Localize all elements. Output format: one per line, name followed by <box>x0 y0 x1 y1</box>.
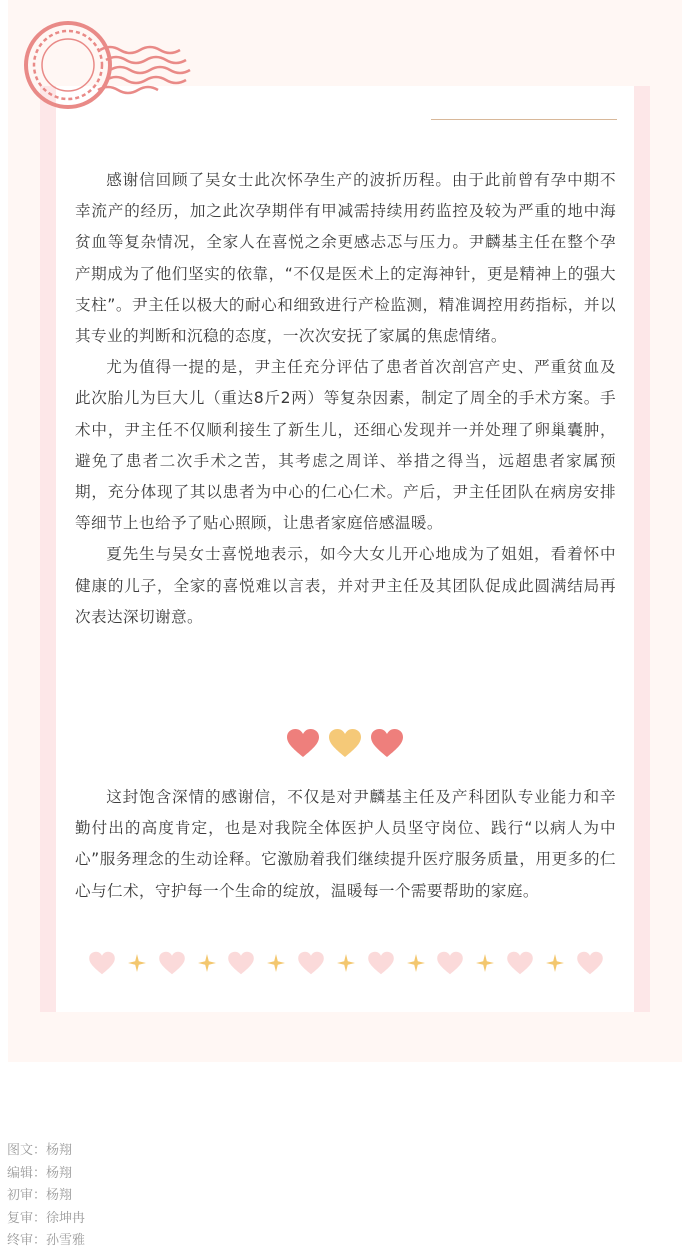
credit-name: 杨翔 <box>46 1188 73 1204</box>
sparkle-icon <box>198 954 216 972</box>
heart-icon <box>370 728 404 758</box>
heart-icon <box>576 951 604 975</box>
credit-name: 孙雪雅 <box>46 1233 86 1249</box>
postmark-stamp-icon <box>22 14 202 124</box>
closing-paragraph: 这封饱含深情的感谢信，不仅是对尹麟基主任及产科团队专业能力和辛勤付出的高度肯定，也是对我院全体医护人员坚守岗位、践行“以病人为中心”服务理念的生动诠释。它激励着我们继续提升医疗服务质量，用更多的仁心与仁术，守护每一个生命的绽放，温暖每一个需要帮助的家庭。 <box>75 788 616 900</box>
heart-icon <box>328 728 362 758</box>
sparkle-icon <box>128 954 146 972</box>
heart-icon <box>297 951 325 975</box>
credit-name: 杨翔 <box>46 1143 73 1158</box>
heart-icon <box>227 951 255 975</box>
sparkle-icon <box>267 954 285 972</box>
credit-role: 初审： <box>7 1188 47 1204</box>
heart-icon <box>88 951 116 975</box>
credits-block <box>7 1140 85 1253</box>
closing-body <box>75 782 616 907</box>
top-divider <box>431 119 617 120</box>
credit-name: 徐坤冉 <box>46 1210 86 1226</box>
decorative-border-row <box>88 948 604 978</box>
sparkle-icon <box>337 954 355 972</box>
hearts-divider <box>0 726 690 760</box>
heart-icon <box>286 728 320 758</box>
letter-paragraph-1: 感谢信回顾了吴女士此次怀孕生产的波折历程。由于此前曾有孕中期不幸流产的经历，加之此次孕期伴有甲减需持续用药监控及较为严重的地中海贫血等复杂情况，全家人在喜悦之余更感忐忑与压力。尹麟基主任在整个孕产期成为了他们坚实的依靠，“不仅是医术上的定海神针，更是精神上的强大支柱”。尹主任以极大的耐心和细致进行产检监测，精准调控用药指标，并以其专业的判断和沉稳的态度，一次次安抚了家属的焦虑情绪。 <box>75 171 616 346</box>
heart-icon <box>158 951 186 975</box>
credit-line-second-review <box>7 1208 85 1231</box>
credit-line-writer <box>7 1140 85 1163</box>
credit-role: 终审： <box>7 1233 47 1249</box>
credit-role: 图文： <box>7 1143 47 1158</box>
heart-icon <box>506 951 534 975</box>
credit-name: 杨翔 <box>46 1165 73 1181</box>
credit-role: 编辑： <box>7 1165 47 1181</box>
sparkle-icon <box>476 954 494 972</box>
sparkle-icon <box>546 954 564 972</box>
letter-paragraph-3: 夏先生与吴女士喜悦地表示，如今大女儿开心地成为了姐姐，看着怀中健康的儿子，全家的喜悦难以言表，并对尹主任及其团队促成此圆满结局再次表达深切谢意。 <box>75 545 616 626</box>
credit-line-editor <box>7 1163 85 1186</box>
heart-icon <box>436 951 464 975</box>
heart-icon <box>367 951 395 975</box>
credit-role: 复审： <box>7 1210 47 1226</box>
letter-paragraph-2: 尤为值得一提的是，尹主任充分评估了患者首次剖宫产史、严重贫血及此次胎儿为巨大儿（重达8斤2两）等复杂因素，制定了周全的手术方案。手术中，尹主任不仅顺利接生了新生儿，还细心发现并一并处理了卵巢囊肿，避免了患者二次手术之苦，其考虑之周详、举措之得当，远超患者家属预期，充分体现了其以患者为中心的仁心仁术。产后，尹主任团队在病房安排等细节上也给予了贴心照顾，让患者家庭倍感温暖。 <box>75 358 616 533</box>
credit-line-final-review <box>7 1230 85 1253</box>
sparkle-icon <box>407 954 425 972</box>
letter-body <box>75 165 616 633</box>
credit-line-first-review <box>7 1185 85 1208</box>
